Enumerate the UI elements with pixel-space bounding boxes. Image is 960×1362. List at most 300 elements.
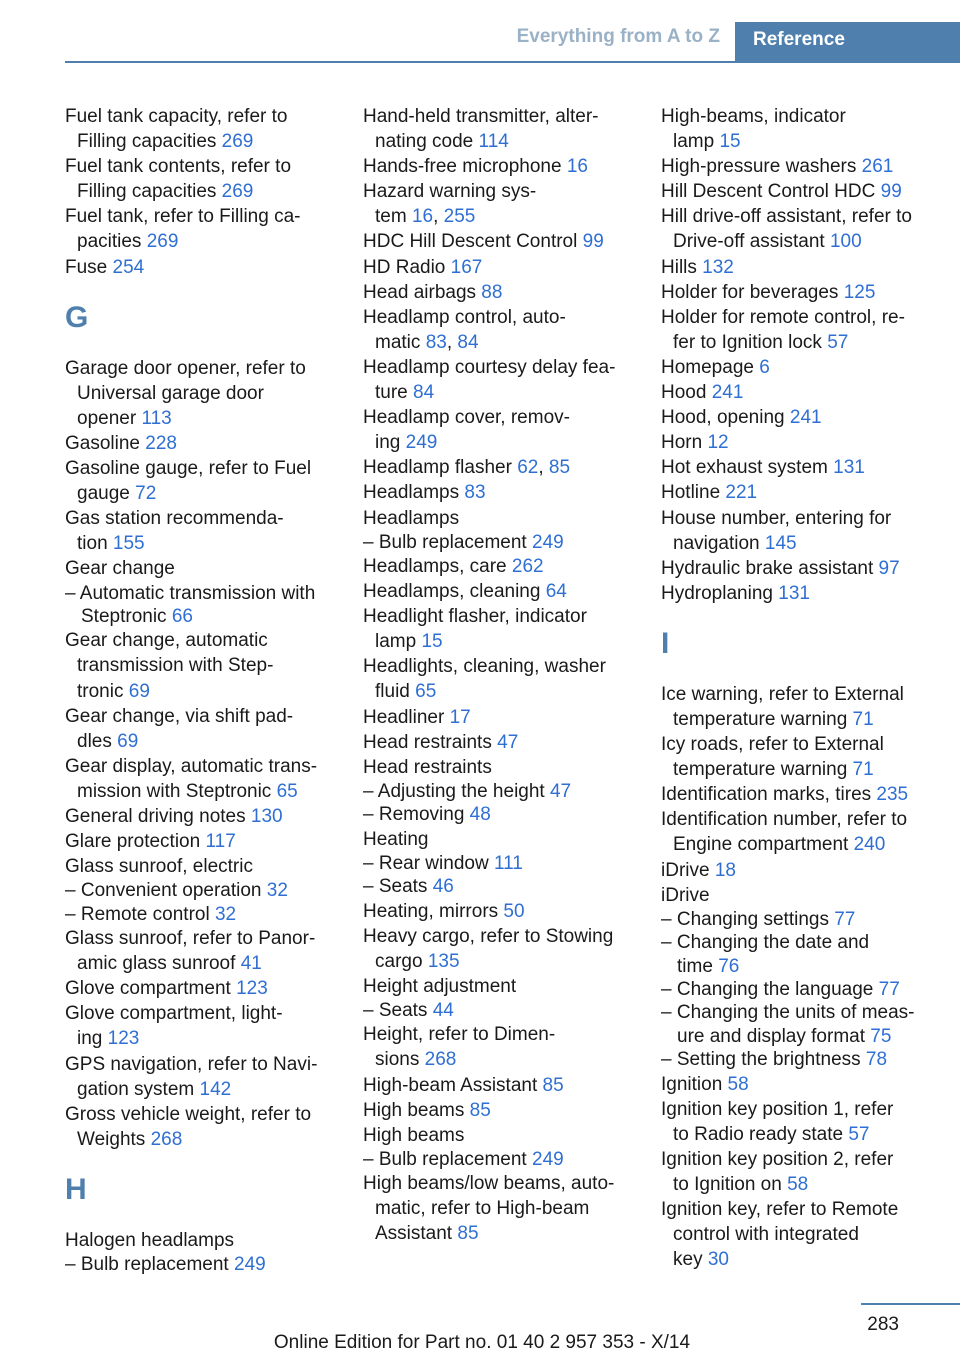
index-entry xyxy=(65,854,345,879)
page-link[interactable]: 57 xyxy=(827,331,849,353)
entry-text: Head restraints xyxy=(363,731,498,753)
entry-text: Heating xyxy=(363,828,429,850)
page-link[interactable]: 85 xyxy=(548,457,571,479)
page-link[interactable]: 262 xyxy=(511,556,544,577)
entry-text: High-pressure washers xyxy=(661,156,862,178)
entry-text: House number, entering for xyxy=(661,507,892,529)
page-link[interactable]: 83 xyxy=(464,482,486,504)
index-entry xyxy=(661,1147,941,1197)
entry-text: High-beams, indicator xyxy=(661,106,846,127)
entry-text: temperature warning xyxy=(673,708,853,730)
index-entry xyxy=(363,1073,643,1098)
entry-text: – Convenient operation xyxy=(65,880,267,902)
index-entry xyxy=(65,804,345,829)
page-link[interactable]: 84 xyxy=(457,331,479,353)
page-link[interactable]: 269 xyxy=(221,181,254,203)
index-entry xyxy=(661,455,941,480)
index-entry xyxy=(661,305,941,355)
index-entry xyxy=(363,455,643,480)
page-link[interactable]: 30 xyxy=(707,1249,729,1271)
entry-text: navigation xyxy=(673,532,765,554)
index-entry xyxy=(363,604,643,654)
page-link[interactable]: 131 xyxy=(833,457,865,479)
entry-text: pacities xyxy=(77,231,147,253)
entry-text: gauge xyxy=(77,483,136,505)
entry-text: Hotline xyxy=(661,482,726,504)
entry-text: Ignition key position 1, refer xyxy=(661,1098,894,1120)
entry-text: Height, refer to Dimen- xyxy=(363,1024,556,1046)
entry-text: Ice warning, refer to External xyxy=(661,683,904,705)
index-entry xyxy=(661,506,941,556)
page-link[interactable]: 254 xyxy=(112,256,145,278)
index-subentry xyxy=(661,1001,941,1048)
index-entry xyxy=(65,1052,345,1102)
entry-text: temperature warning xyxy=(673,759,853,781)
page-link[interactable]: 62 xyxy=(517,457,539,479)
entry-text: Gasoline xyxy=(65,432,146,454)
page-link[interactable]: 77 xyxy=(834,908,856,930)
page-link[interactable]: 113 xyxy=(141,407,172,429)
entry-text: Fuel tank, refer to Filling ca- xyxy=(65,206,301,228)
entry-text: Gear display, automatic trans- xyxy=(65,755,318,777)
page-link[interactable]: 65 xyxy=(415,681,437,703)
entry-text: Drive-off assistant xyxy=(673,231,830,253)
index-entry xyxy=(363,255,643,280)
index-entry xyxy=(363,104,643,154)
index-entry xyxy=(661,883,941,908)
page-link[interactable]: 268 xyxy=(150,1128,183,1150)
entry-text: to Radio ready state xyxy=(673,1123,849,1145)
index-entry xyxy=(661,355,941,380)
page-link[interactable]: 50 xyxy=(503,900,525,922)
entry-text: amic glass sunroof xyxy=(77,953,241,975)
page-link[interactable]: 235 xyxy=(876,784,909,806)
entry-text: matic xyxy=(375,331,426,353)
page-link[interactable]: 100 xyxy=(829,231,862,253)
index-subentry xyxy=(65,582,345,629)
index-subentry xyxy=(363,780,643,803)
entry-text: Headlamps xyxy=(363,507,460,529)
page-link[interactable]: 228 xyxy=(145,432,177,454)
page-link[interactable]: 167 xyxy=(450,256,483,278)
page-link[interactable]: 69 xyxy=(117,730,139,752)
index-entry xyxy=(65,154,345,204)
entry-text: – Changing settings xyxy=(661,908,835,930)
index-entry xyxy=(363,1022,643,1072)
page-link[interactable]: 64 xyxy=(545,581,567,603)
page-separator: , xyxy=(538,457,549,479)
entry-text: Icy roads, refer to External xyxy=(661,734,884,756)
entry-text: Headlamp control, auto- xyxy=(363,306,566,328)
entry-text: Hill Descent Control HDC xyxy=(661,181,881,203)
index-letter-heading: H xyxy=(65,1172,87,1206)
entry-text: Gas station recommenda- xyxy=(65,508,284,530)
entry-text: Hydraulic brake assistant xyxy=(661,557,879,579)
entry-text: Weights xyxy=(77,1128,151,1150)
page-link[interactable]: 83 xyxy=(425,331,447,353)
index-entry xyxy=(363,154,643,179)
entry-text: – Changing the language xyxy=(661,978,879,1000)
index-entry xyxy=(363,554,643,579)
page-link[interactable]: 17 xyxy=(449,706,471,728)
index-letter-heading: I xyxy=(661,626,670,660)
entry-text: cargo xyxy=(375,950,428,972)
page-link[interactable]: 47 xyxy=(549,780,572,802)
entry-text: to Ignition on xyxy=(673,1173,788,1195)
entry-text: fluid xyxy=(375,681,416,703)
entry-text: gation system xyxy=(77,1078,200,1100)
index-column-2 xyxy=(363,104,643,1247)
page-link[interactable]: 85 xyxy=(457,1223,479,1245)
entry-text: Fuse xyxy=(65,256,113,278)
index-entry xyxy=(363,355,643,405)
entry-text: lamp xyxy=(673,131,720,153)
page-link[interactable]: 221 xyxy=(725,482,758,504)
index-entry xyxy=(661,1072,941,1097)
entry-text: Fuel tank capacity, refer to xyxy=(65,106,288,127)
entry-text: Headlamps, cleaning xyxy=(363,581,546,603)
page-link[interactable]: 72 xyxy=(135,483,157,505)
entry-text: Holder for beverages xyxy=(661,281,844,303)
index-entry xyxy=(363,480,643,505)
entry-text: Headlamp courtesy delay fea- xyxy=(363,356,616,378)
index-letter-heading: G xyxy=(65,300,89,334)
index-entry xyxy=(661,380,941,405)
page-link[interactable]: 123 xyxy=(107,1028,140,1050)
entry-text: High beams/low beams, auto- xyxy=(363,1173,615,1195)
index-entry xyxy=(661,858,941,883)
page-number: 283 xyxy=(867,1314,899,1335)
header-tab-reference: Reference xyxy=(735,22,960,62)
footer-divider xyxy=(861,1303,960,1305)
page-link[interactable]: 114 xyxy=(478,131,509,153)
entry-text: – Changing the units of meas- xyxy=(661,1002,915,1024)
page-link[interactable]: 145 xyxy=(764,532,797,554)
page-link[interactable]: 65 xyxy=(276,780,298,802)
page-link[interactable]: 32 xyxy=(266,880,288,902)
index-entry xyxy=(65,431,345,456)
index-column-1 xyxy=(65,104,345,1276)
index-entry xyxy=(363,899,643,924)
entry-text: tion xyxy=(77,533,113,555)
index-entry xyxy=(65,456,345,506)
entry-text: Headlight flasher, indicator xyxy=(363,606,587,628)
index-entry xyxy=(661,682,941,732)
page-link[interactable]: 88 xyxy=(481,281,503,303)
index-entry xyxy=(65,926,345,976)
index-entry xyxy=(661,1197,941,1272)
entry-text: General driving notes xyxy=(65,805,251,827)
index-entry xyxy=(363,654,643,704)
page-link[interactable]: 15 xyxy=(421,631,443,653)
page-link[interactable]: 269 xyxy=(146,231,179,253)
page-link[interactable]: 123 xyxy=(236,978,268,1000)
page-link[interactable]: 75 xyxy=(870,1025,892,1047)
page-link[interactable]: 41 xyxy=(240,953,262,975)
index-entry xyxy=(661,280,941,305)
entry-text: – Bulb replacement xyxy=(363,531,532,553)
entry-text: Universal garage door xyxy=(77,382,264,404)
page-link[interactable]: 241 xyxy=(789,407,822,429)
index-subentry xyxy=(363,1148,643,1171)
entry-text: Gear change, via shift pad- xyxy=(65,705,294,727)
index-entry xyxy=(363,1098,643,1123)
page-link[interactable]: 85 xyxy=(542,1074,564,1096)
entry-text: nating code xyxy=(375,131,479,153)
entry-text: ing xyxy=(77,1028,108,1050)
entry-text: Steptronic xyxy=(81,605,172,627)
page-link[interactable]: 132 xyxy=(702,256,734,278)
index-subentry xyxy=(661,908,941,931)
entry-text: sions xyxy=(375,1049,425,1071)
entry-text: Homepage xyxy=(661,356,760,378)
entry-text: Hands-free microphone xyxy=(363,156,567,178)
index-subentry xyxy=(363,531,643,554)
page-link[interactable]: 71 xyxy=(852,708,874,730)
entry-text: Hood xyxy=(661,382,712,404)
entry-text: Filling capacities xyxy=(77,131,222,153)
entry-text: ure and display format xyxy=(677,1025,871,1047)
index-entry xyxy=(65,255,345,280)
page-link[interactable]: 78 xyxy=(865,1049,888,1071)
entry-text: High beams xyxy=(363,1099,470,1121)
page-link[interactable]: 249 xyxy=(234,1254,266,1275)
index-entry xyxy=(661,1097,941,1147)
index-entry xyxy=(661,732,941,782)
entry-text: Engine compartment xyxy=(673,834,854,856)
entry-text: Head restraints xyxy=(363,756,492,778)
index-entry xyxy=(363,705,643,730)
page-link[interactable]: 99 xyxy=(582,231,604,253)
entry-text: – Automatic transmission with xyxy=(65,582,316,604)
index-entry xyxy=(661,581,941,606)
entry-text: Ignition key, refer to Remote xyxy=(661,1199,899,1221)
entry-text: Headlamps xyxy=(363,482,465,504)
entry-text: – Seats xyxy=(363,999,433,1021)
index-entry xyxy=(65,829,345,854)
index-entry xyxy=(661,104,941,154)
index-subentry xyxy=(661,931,941,978)
index-entry xyxy=(363,179,643,229)
index-entry xyxy=(65,1001,345,1051)
index-entry xyxy=(65,356,345,431)
entry-text: Halogen headlamps xyxy=(65,1229,235,1251)
index-entry xyxy=(65,506,345,556)
page-link[interactable]: 99 xyxy=(880,181,902,203)
entry-text: Headlamps, care xyxy=(363,556,512,577)
page-link[interactable]: 18 xyxy=(714,859,736,881)
entry-text: dles xyxy=(77,730,118,752)
index-entry xyxy=(363,1123,643,1148)
entry-text: Ignition key position 2, refer xyxy=(661,1148,894,1170)
index-subentry xyxy=(363,875,643,898)
entry-text: Hot exhaust system xyxy=(661,457,834,479)
entry-text: Head airbags xyxy=(363,281,482,303)
entry-text: Gasoline gauge, refer to Fuel xyxy=(65,458,312,480)
index-entry xyxy=(661,556,941,581)
index-subentry xyxy=(363,999,643,1022)
entry-text: HDC Hill Descent Control xyxy=(363,231,583,253)
entry-text: – Changing the date and xyxy=(661,932,870,954)
entry-text: matic, refer to High-beam xyxy=(375,1198,590,1220)
page-link[interactable]: 71 xyxy=(852,759,874,781)
entry-text: Fuel tank contents, refer to xyxy=(65,156,292,178)
page-link[interactable]: 97 xyxy=(878,557,900,579)
page-link[interactable]: 77 xyxy=(878,978,900,1000)
entry-text: – Seats xyxy=(363,876,433,898)
index-subentry xyxy=(65,903,345,926)
entry-text: Gross vehicle weight, refer to xyxy=(65,1103,312,1125)
index-entry xyxy=(661,154,941,179)
entry-text: Filling capacities xyxy=(77,181,222,203)
index-entry xyxy=(363,924,643,974)
entry-text: Holder for remote control, re- xyxy=(661,306,905,328)
page-link[interactable]: 135 xyxy=(427,950,460,972)
page-link[interactable]: 44 xyxy=(432,999,454,1021)
page-separator: , xyxy=(446,331,458,353)
page-link[interactable]: 32 xyxy=(214,903,237,925)
entry-text: lamp xyxy=(375,631,422,653)
index-subentry xyxy=(661,1048,941,1071)
index-entry xyxy=(363,579,643,604)
index-entry xyxy=(363,280,643,305)
entry-text: Heavy cargo, refer to Stowing xyxy=(363,925,614,947)
entry-text: fer to Ignition lock xyxy=(673,331,828,353)
entry-text: Gear change, automatic xyxy=(65,630,268,652)
index-entry xyxy=(363,305,643,355)
page-link[interactable]: 46 xyxy=(432,876,454,898)
entry-text: opener xyxy=(77,407,142,429)
entry-text: – Remote control xyxy=(65,903,215,925)
entry-text: Glare protection xyxy=(65,831,206,853)
entry-text: – Removing xyxy=(363,804,470,826)
index-entry xyxy=(661,204,941,254)
index-entry xyxy=(363,730,643,755)
index-subentry xyxy=(363,852,643,875)
header-section-title: Everything from A to Z xyxy=(516,26,720,47)
page-link[interactable]: 130 xyxy=(250,805,283,827)
entry-text: Glass sunroof, electric xyxy=(65,856,253,878)
page-link[interactable]: 111 xyxy=(493,852,523,874)
index-entry xyxy=(65,628,345,703)
page-link[interactable]: 15 xyxy=(719,131,741,153)
entry-text: Headliner xyxy=(363,706,450,728)
page-link[interactable]: 16 xyxy=(566,156,588,178)
page-link[interactable]: 58 xyxy=(787,1173,809,1195)
page-link[interactable]: 48 xyxy=(469,804,491,826)
entry-text: High beams xyxy=(363,1124,465,1146)
index-entry xyxy=(363,974,643,999)
entry-text: control with integrated xyxy=(673,1224,859,1246)
entry-text: transmission with Step- xyxy=(77,655,274,677)
page-link[interactable]: 125 xyxy=(843,281,876,303)
entry-text: – Adjusting the height xyxy=(363,780,550,802)
page-link[interactable]: 66 xyxy=(171,605,193,627)
entry-text: Hill drive-off assistant, refer to xyxy=(661,206,912,228)
page-header xyxy=(0,0,960,62)
page-link[interactable]: 255 xyxy=(443,206,476,228)
index-column-3 xyxy=(661,104,941,1272)
entry-text: HD Radio xyxy=(363,256,451,278)
page-link[interactable]: 249 xyxy=(405,432,438,454)
entry-text: tem xyxy=(375,206,412,228)
entry-text: key xyxy=(673,1249,708,1271)
page-link[interactable]: 268 xyxy=(424,1049,457,1071)
entry-text: Glove compartment, light- xyxy=(65,1003,283,1025)
page-link[interactable]: 117 xyxy=(205,831,236,853)
index-entry xyxy=(65,704,345,754)
page-link[interactable]: 84 xyxy=(413,382,435,404)
entry-text: ture xyxy=(375,382,414,404)
page-link[interactable]: 249 xyxy=(532,1148,564,1170)
index-entry xyxy=(65,104,345,154)
page-link[interactable]: 142 xyxy=(199,1078,232,1100)
page-link[interactable]: 58 xyxy=(727,1073,749,1095)
entry-text: Garage door opener, refer to xyxy=(65,357,306,379)
page-link[interactable]: 6 xyxy=(759,356,770,378)
index-subentry xyxy=(661,978,941,1001)
entry-text: time xyxy=(677,955,719,977)
index-entry xyxy=(661,255,941,280)
index-entry xyxy=(661,480,941,505)
entry-text: Identification marks, tires xyxy=(661,784,877,806)
index-subentry xyxy=(65,879,345,902)
index-entry xyxy=(363,1171,643,1246)
page-link[interactable]: 76 xyxy=(718,955,740,977)
page-link[interactable]: 69 xyxy=(128,680,150,702)
entry-text: Headlights, cleaning, washer xyxy=(363,656,606,678)
entry-text: Hydroplaning xyxy=(661,582,779,604)
entry-text: Glove compartment xyxy=(65,978,237,1000)
index-entry xyxy=(65,204,345,254)
entry-text: Assistant xyxy=(375,1223,458,1245)
page-link[interactable]: 240 xyxy=(853,834,886,856)
index-entry xyxy=(661,179,941,204)
page-link[interactable]: 12 xyxy=(707,432,729,454)
entry-text: iDrive xyxy=(661,859,715,881)
page-link[interactable]: 249 xyxy=(532,531,564,553)
entry-text: – Setting the brightness xyxy=(661,1049,866,1071)
index-entry xyxy=(363,506,643,531)
page-link[interactable]: 269 xyxy=(221,131,254,153)
entry-text: Identification number, refer to xyxy=(661,809,908,831)
page-link[interactable]: 261 xyxy=(861,156,894,178)
page-link[interactable]: 241 xyxy=(711,382,744,404)
entry-text: Ignition xyxy=(661,1073,728,1095)
index-entry xyxy=(661,782,941,807)
page-link[interactable]: 85 xyxy=(469,1099,491,1121)
page-link[interactable]: 155 xyxy=(112,533,145,555)
entry-text: Hills xyxy=(661,256,703,278)
header-divider xyxy=(65,61,960,63)
entry-text: Headlamp flasher xyxy=(363,457,518,479)
entry-text: mission with Steptronic xyxy=(77,780,277,802)
entry-text: Horn xyxy=(661,432,708,454)
index-entry xyxy=(661,807,941,857)
page-link[interactable]: 47 xyxy=(497,731,519,753)
index-subentry xyxy=(363,803,643,826)
page-link[interactable]: 131 xyxy=(778,582,810,604)
index-entry xyxy=(363,827,643,852)
index-entry xyxy=(363,405,643,455)
entry-text: ing xyxy=(375,432,406,454)
entry-text: GPS navigation, refer to Navi- xyxy=(65,1053,318,1075)
page-link[interactable]: 57 xyxy=(848,1123,870,1145)
page-link[interactable]: 16 xyxy=(411,206,434,228)
index-entry xyxy=(661,405,941,430)
index-entry xyxy=(65,1102,345,1152)
entry-text: High-beam Assistant xyxy=(363,1074,543,1096)
